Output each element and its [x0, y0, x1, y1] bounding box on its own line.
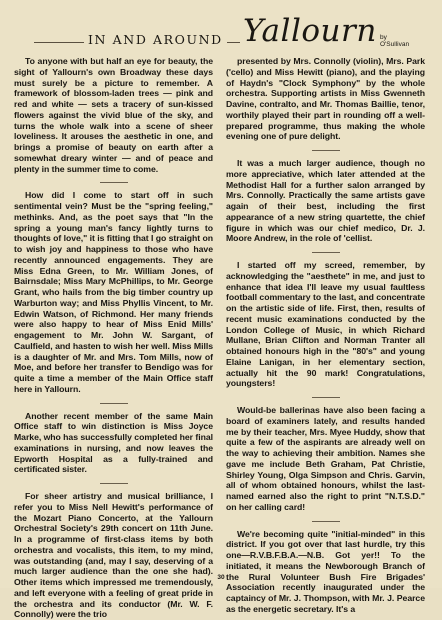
section-divider: [100, 182, 128, 183]
page-number: 30: [217, 574, 225, 581]
brand-logo-text: Yallourn: [240, 14, 380, 48]
section-divider: [312, 397, 340, 398]
paragraph-broadway: To anyone with but half an eye for beauty, the sight of Yallourn's own Broadway these days must surely be a picture to remember. A framework of blossom-laden trees — pink and red and white — sets a tracery of sun-kissed flowers against the vivid blue of the sky, and turns the whole walk into a scene of sheer loveliness. It arouses the aesthetic in one, and brings a promise of beauty on earth after a somewhat dreary winter — and of peace and plenty in the summer time to come.: [14, 56, 213, 174]
paragraph-concert-continued: presented by Mrs. Connolly (violin), Mrs. Park ('cello) and Miss Hewitt (piano), and the playing of Haydn's "Clock Symphony" by the whole orchestra. Supporting artists in Miss Gwenneth Davine, contralto, and Mr. Thomas Baillie, tenor, worthily played their part in rounding off a well-prepared programme, thus making the whole evening one of pure delight.: [226, 56, 425, 142]
section-divider: [312, 150, 340, 151]
section-divider: [100, 483, 128, 484]
paragraph-music-exams: I started off my screed, remember, by acknowledging the "aesthete" in me, and just to enhance that idea I'll leave my usual faultless football commentary to the last, and concentrate on the artistic side of life. First, then, results of recent music examinations conducted by the London College of Music, in which Richard Mullane, Brian Clifton and Norman Tranter all obtained honours high in the "80's" and young Elaine Lanigan, in her elementary section, actually hit the 90 mark! Congratulations, youngsters!: [226, 260, 425, 389]
column-title: IN AND AROUND: [84, 32, 227, 47]
paragraph-engagements: How did I come to start off in such sentimental vein? Must be the "spring feeling," methinks. And, as the poet says that "In the spring a young man's fancy lightly turns to thoughts of love," it is fitting that I go straight on to wish joy and happiness to those who have recently announced engagements. They are Miss Edna Green, to Mr. William Jones, of Bairnsdale; Miss Mary McPhillips, to Mr. George Grant, who hails from the big timber country up Warburton way; and Miss Phyllis Vincent, to Mr. Edwin Watson, of Richmond. Her many friends were also happy to hear of Miss Enid Mills' engagement to Mr. John W. Sargant, of Caulfield, and hasten to wish her well. Miss Mills is a daughter of Mr. and Mrs. Tom Mills, now of Moe, and before her transfer to Bendigo was for quite a time a member of the Main Office staff here in Yallourn.: [14, 190, 213, 394]
paragraph-bush-fire-brigade: We're becoming quite "initial-minded" in this district. If you got over that last hurdle, try this one—R.V.B.F.B.A.—N.B. Got yer!! To the initiated, it means the Newborough Branch of the Rural Volunteer Bush Fire Brigades' Association recently inaugurated under the captaincy of Mr. J. Thompson, with Mr. J. Pearce as the energetic secretary. It's a: [226, 528, 425, 614]
section-divider: [100, 403, 128, 404]
section-divider: [312, 521, 340, 522]
section-divider: [312, 252, 340, 253]
paragraph-nursing: Another recent member of the same Main Office staff to win distinction is Miss Joyce Marke, who has successfully completed her final examinations in nursing, and now leaves the Epworth Hospital as a fully-trained and certificated sister.: [14, 410, 213, 475]
byline: by O'Sullivan: [378, 34, 418, 48]
paragraph-salon: It was a much larger audience, though no more appreciative, which later attended at the Methodist Hall for a further salon arranged by Mrs. Connolly. Practically the same artists gave again of their best, including the first appearance of a new string quartette, the chief figure in which was our chief medico, Dr. J. Moore Andrew, in the role of 'cellist.: [226, 158, 425, 244]
paragraph-concert: For sheer artistry and musical brilliance, I refer you to Miss Nell Hewitt's performance of the Mozart Piano Concerto, at the Yallourn Orchestral Society's 29th concert on 11th June. In a programme of first-class items by both orchestra and vocalists, this item, to my mind, was outstanding (and, may I say, deserving of a much larger audience than the one she had). Other items which impressed me tremendously, and left everyone with a feeling of great pride in the orchestra and its conductor (Mr. W. F. Connolly) were the trio: [14, 491, 213, 620]
left-column: [14, 56, 213, 620]
right-column: [226, 56, 425, 615]
paragraph-ballet: Would-be ballerinas have also been facing a board of examiners lately, and results handed me by their teacher, Mrs. Myee Huddy, show that quite a few of the aspirants are already well on the way to achieving their ambition. Names she gave me include Beth Graham, Pat Christie, Shirley Young, Olga Simpson and Chris. Garvin, all of whom obtained honours, whilst the last-named earned also the right to print "N.T.S.D." on her calling card!: [226, 405, 425, 512]
column-header: [34, 12, 418, 54]
